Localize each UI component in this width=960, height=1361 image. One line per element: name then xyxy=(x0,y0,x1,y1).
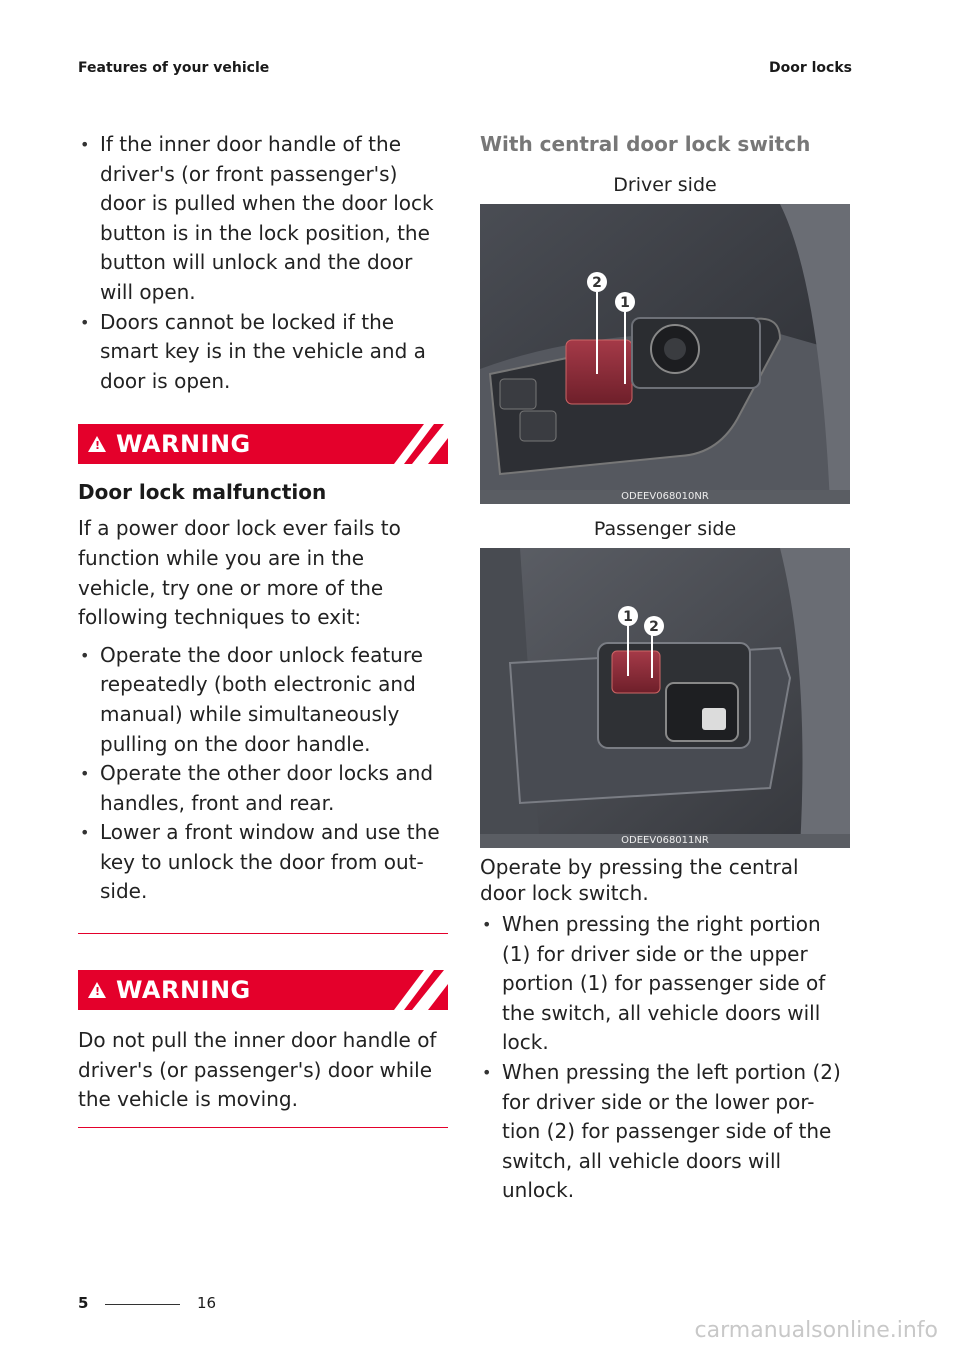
callout-1: 1 xyxy=(620,295,630,311)
section-number: 5 xyxy=(78,1294,89,1312)
list-item: • When pressing the left portion (2) for driver side or the lower por-tion (2) for passenger side of the switch, all vehicle doors will unlock. xyxy=(480,1058,850,1206)
page-number: 16 xyxy=(197,1294,217,1312)
footer-rule xyxy=(105,1304,180,1305)
warning-title: Door lock malfunction xyxy=(78,480,327,505)
list-item: • If the inner door handle of the driver's (or front passenger's) door is pulled when the door lock button is in the lock position, the button will unlock and the door will open. xyxy=(78,130,448,308)
warning-text: Do not pull the inner door handle of driver's (or passenger's) door while the vehicle is moving. xyxy=(78,1028,437,1112)
watermark: carmanualsonline.info xyxy=(694,1318,938,1343)
exclamation-icon: ! xyxy=(95,985,101,999)
section-divider xyxy=(78,1127,448,1128)
warning-banner xyxy=(78,424,448,464)
callout-2: 2 xyxy=(649,619,659,635)
list-item: • Operate the door unlock feature repeatedly (both electronic and manual) while simultaneously pulling on the door handle. xyxy=(78,641,448,759)
warning-intro: If a power door lock ever fails to function while you are in the vehicle, try one or more of the following techniques to exit: xyxy=(78,516,401,630)
slash-stripes-icon xyxy=(382,970,448,1010)
warning-label: WARNING xyxy=(116,430,251,459)
warning-label: WARNING xyxy=(116,976,251,1005)
left-column xyxy=(78,130,448,1128)
passenger-door-illustration xyxy=(480,548,850,848)
exclamation-icon: ! xyxy=(95,439,101,453)
running-header-section: Features of your vehicle xyxy=(78,60,270,76)
running-header-topic: Door locks xyxy=(769,60,852,76)
operation-intro: Operate by pressing the central door lock switch. xyxy=(480,855,799,905)
section-divider xyxy=(78,933,448,934)
warning-bullet-list xyxy=(78,641,448,907)
driver-side-caption: Driver side xyxy=(613,174,717,196)
slash-stripes-icon xyxy=(382,424,448,464)
operation-bullet-list xyxy=(480,910,850,1206)
driver-side-photo xyxy=(480,204,850,504)
list-item: • When pressing the right portion (1) for driver side or the upper portion (1) for passenger side of the switch, all vehicle doors will lock. xyxy=(480,910,850,1058)
image-code: ODEEV068010NR xyxy=(480,490,850,504)
list-item: • Lower a front window and use the key to unlock the door from out-side. xyxy=(78,818,448,907)
warning-banner xyxy=(78,970,448,1010)
right-column xyxy=(480,130,850,1206)
list-item: • Operate the other door locks and handles, front and rear. xyxy=(78,759,448,818)
image-code: ODEEV068011NR xyxy=(480,834,850,848)
callout-1: 1 xyxy=(623,609,633,625)
list-item: • Doors cannot be locked if the smart key is in the vehicle and a door is open. xyxy=(78,308,448,397)
passenger-side-caption: Passenger side xyxy=(593,518,737,540)
intro-bullet-list xyxy=(78,130,448,396)
passenger-side-photo xyxy=(480,548,850,848)
driver-door-illustration xyxy=(480,204,850,504)
callout-2: 2 xyxy=(592,275,602,291)
section-heading: With central door lock switch xyxy=(480,132,811,156)
